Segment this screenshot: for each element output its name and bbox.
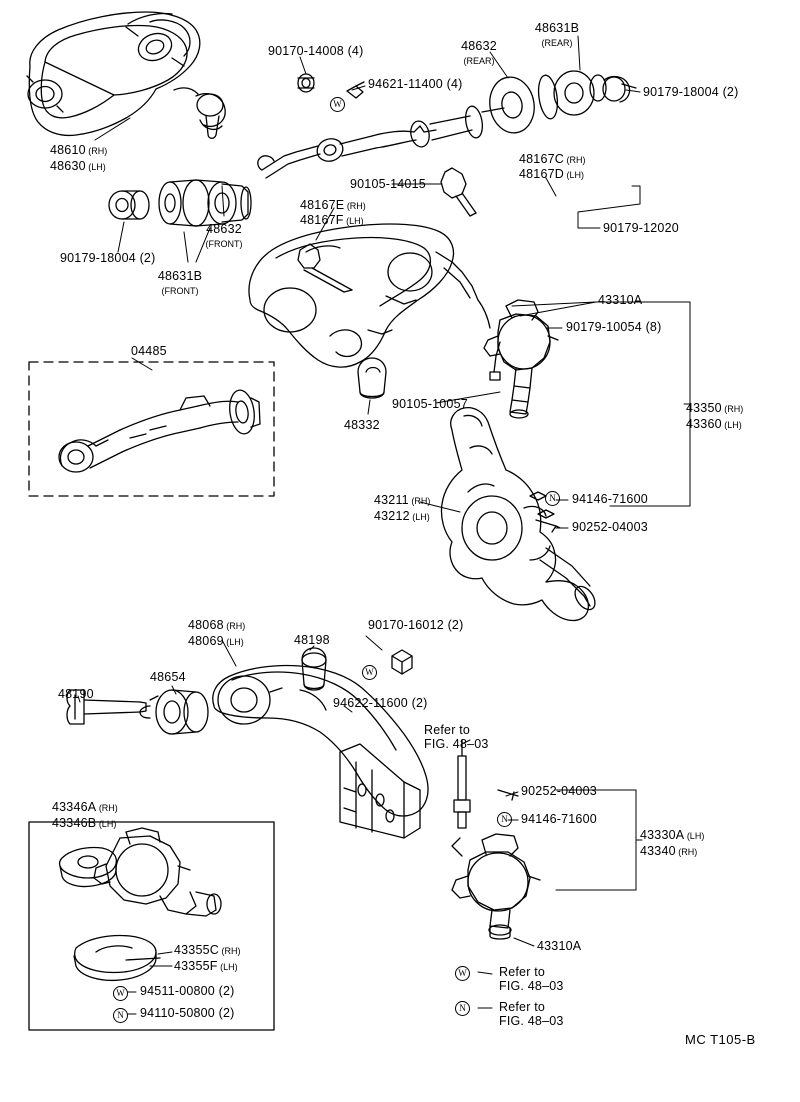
label-43355c: 43355C (RH) <box>174 943 241 957</box>
kit-43346-box <box>29 822 274 1030</box>
label-43350: 43350 (RH) <box>686 401 744 415</box>
label-43355f: 43355F (LH) <box>174 959 238 973</box>
label-48068: 48068 (RH) <box>188 618 246 632</box>
group-brackets <box>556 302 690 890</box>
marker-n-icon-4: N <box>455 1001 470 1016</box>
label-94146-71600-top: 94146-71600 <box>572 492 648 506</box>
label-48632-rear: 48632 (REAR) <box>461 39 497 66</box>
marker-n-icon-2: N <box>497 812 512 827</box>
label-48610: 48610 (RH) <box>50 143 108 157</box>
label-90170-16012: 90170-16012 (2) <box>368 618 464 632</box>
marker-n-icon-3: N <box>113 1008 128 1023</box>
label-48630: 48630 (LH) <box>50 159 106 173</box>
label-48167e: 48167E (RH) <box>300 198 366 212</box>
label-94621-11400: 94621-11400 (4) <box>368 77 463 91</box>
label-90105-10057: 90105-10057 <box>392 397 468 411</box>
upper-control-arm <box>27 12 225 138</box>
label-90179-18004-top: 90179-18004 (2) <box>643 85 739 99</box>
label-48332: 48332 <box>344 418 380 432</box>
label-90252-04003-bottom: 90252-04003 <box>521 784 597 798</box>
kit-04485-part <box>59 389 260 472</box>
label-43346b: 43346B (LH) <box>52 816 117 830</box>
label-94511-00800: 94511-00800 (2) <box>140 984 235 998</box>
label-48631b-rear: 48631B (REAR) <box>534 21 580 48</box>
marker-n-icon-1: N <box>545 491 560 506</box>
marker-w-icon-3: W <box>113 986 128 1001</box>
bushing-48654 <box>140 690 208 734</box>
label-90105-14015: 90105-14015 <box>350 177 426 191</box>
label-94622-11600: 94622-11600 (2) <box>333 696 428 710</box>
nuts-lower <box>392 650 412 674</box>
label-43330a: 43330A (LH) <box>640 828 705 842</box>
label-43310a-bottom: 43310A <box>537 939 582 953</box>
bolt-90105-14015 <box>441 168 476 216</box>
label-90170-14008: 90170-14008 (4) <box>268 44 364 58</box>
label-90179-12020: 90179-12020 <box>603 221 679 235</box>
label-48190: 48190 <box>58 687 94 701</box>
label-43340: 43340 (RH) <box>640 844 698 858</box>
label-refer-fig-48-03-mid: Refer to FIG. 48–03 <box>499 965 564 993</box>
front-bushing-assembly <box>109 180 251 226</box>
marker-w-icon-2: W <box>362 665 377 680</box>
label-43310a-top: 43310A <box>598 293 643 307</box>
top-small-parts <box>298 74 364 98</box>
label-48631b-front: 48631B (FRONT) <box>157 269 203 296</box>
label-48632-front: 48632 (FRONT) <box>205 222 243 249</box>
lower-control-arm <box>213 665 428 838</box>
mid-control-arm <box>249 224 490 367</box>
label-94146-71600-bottom: 94146-71600 <box>521 812 597 826</box>
label-04485: 04485 <box>131 344 167 358</box>
diagram-footer-code: MC T105-B <box>685 1032 756 1047</box>
marker-w-icon-1: W <box>330 97 345 112</box>
label-48654: 48654 <box>150 670 186 684</box>
lower-ball-joint <box>452 834 540 939</box>
label-94110-50800: 94110-50800 (2) <box>140 1006 235 1020</box>
label-48198: 48198 <box>294 633 330 647</box>
label-90252-04003-top: 90252-04003 <box>572 520 648 534</box>
label-43346a: 43346A (RH) <box>52 800 118 814</box>
marker-w-icon-4: W <box>455 966 470 981</box>
stud-90105-10057 <box>490 342 500 380</box>
label-43211: 43211 (RH) <box>374 493 431 507</box>
steering-knuckle <box>441 408 599 621</box>
label-refer-fig-48-03-top: Refer to FIG. 48–03 <box>424 723 489 751</box>
label-43360: 43360 (LH) <box>686 417 742 431</box>
label-48167c: 48167C (RH) <box>519 152 586 166</box>
bump-stop-48332 <box>358 358 386 398</box>
label-43212: 43212 (LH) <box>374 509 430 523</box>
label-90179-18004-left: 90179-18004 (2) <box>60 251 156 265</box>
label-48167d: 48167D (LH) <box>519 167 584 181</box>
label-refer-fig-48-03-bottom: Refer to FIG. 48–03 <box>499 1000 564 1028</box>
label-48167f: 48167F (LH) <box>300 213 364 227</box>
label-90179-10054: 90179-10054 (8) <box>566 320 662 334</box>
label-48069: 48069 (LH) <box>188 634 244 648</box>
